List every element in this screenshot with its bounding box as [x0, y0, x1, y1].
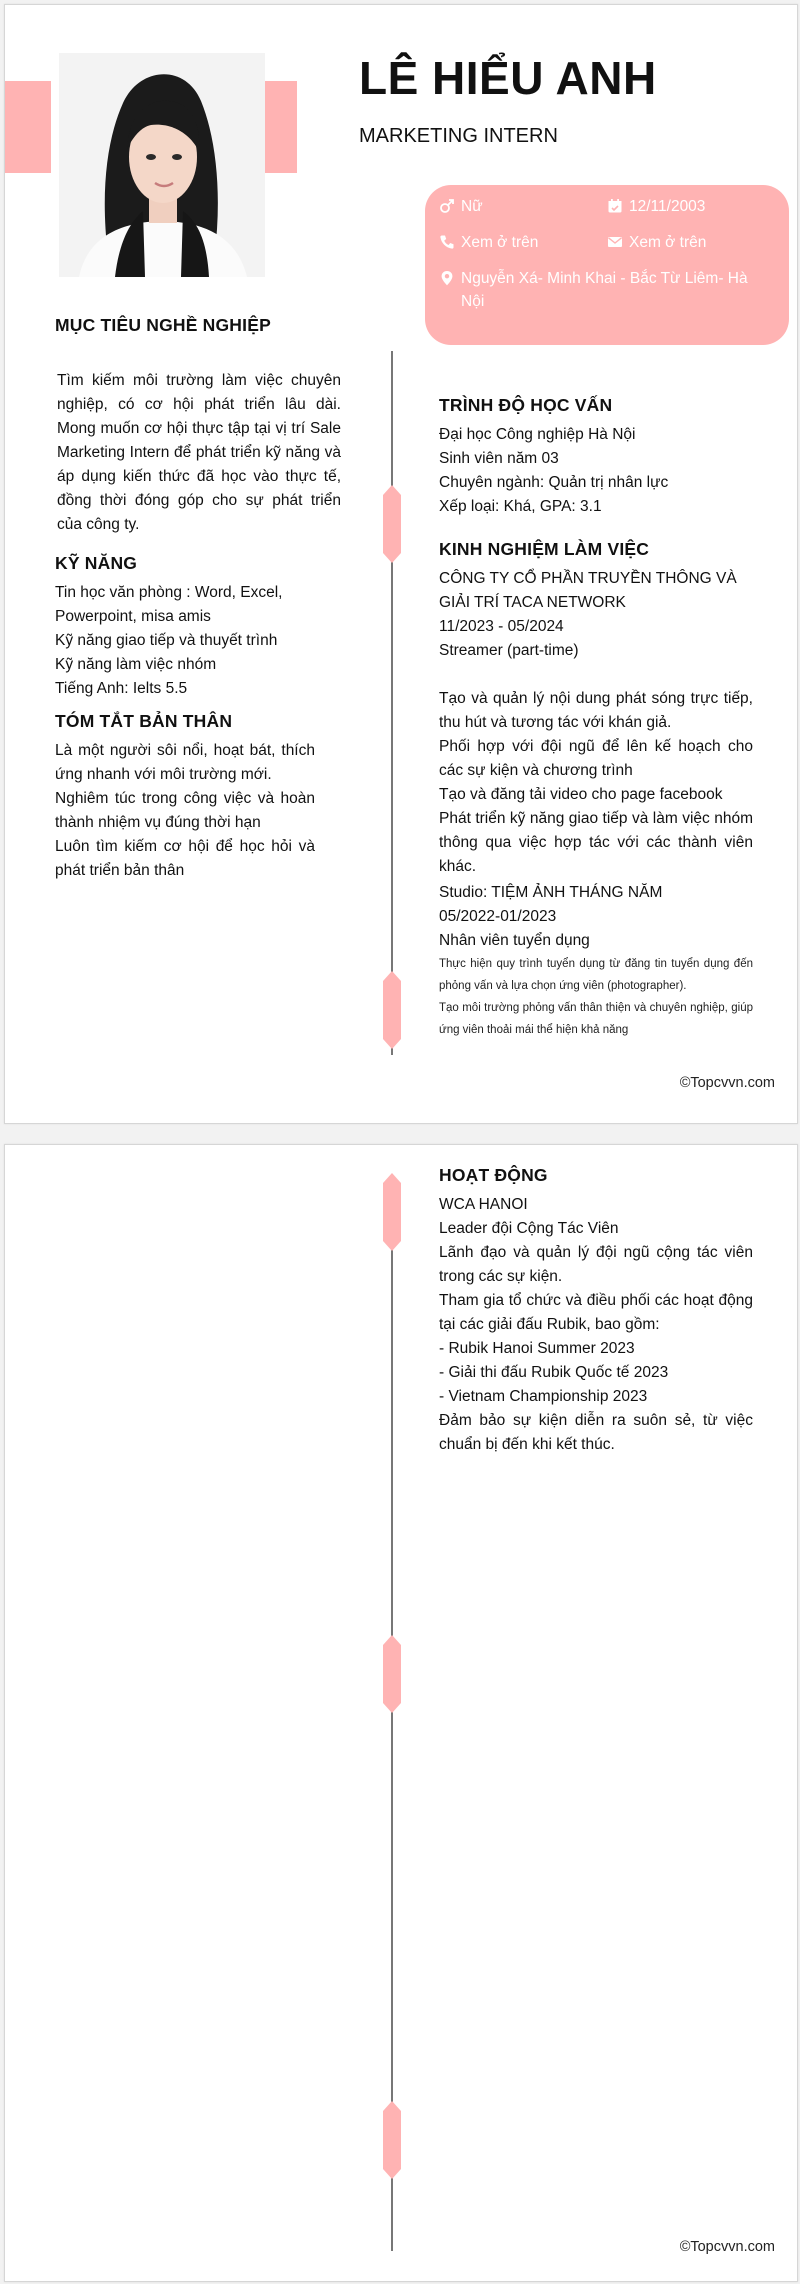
- job-company: Studio: TIỆM ẢNH THÁNG NĂM: [439, 884, 663, 901]
- activity-role: Leader đội Cộng Tác Viên: [439, 1220, 619, 1237]
- timeline-line: [391, 1175, 393, 2251]
- email-item: [607, 231, 706, 254]
- birthday-value: 12/11/2003: [629, 198, 706, 215]
- activities-heading: HOẠT ĐỘNG: [439, 1165, 548, 1185]
- education-school: Đại học Công nghiệp Hà Nội: [439, 426, 636, 443]
- activity-org: WCA HANOI: [439, 1196, 528, 1213]
- job-1: [439, 567, 757, 663]
- location-pin-icon: [439, 270, 455, 286]
- education-heading: TRÌNH ĐỘ HỌC VẤN: [439, 395, 613, 415]
- objective-heading: MỤC TIÊU NGHỀ NGHIỆP: [55, 315, 271, 335]
- activity-detail: Đảm bảo sự kiện diễn ra suôn sẻ, từ việc chuẩn bị đến khi kết thúc.: [439, 1412, 753, 1453]
- job-title: MARKETING INTERN: [359, 125, 558, 147]
- timeline-node: [382, 2101, 402, 2179]
- job-2-details: [439, 953, 753, 1041]
- birthday-item: [607, 195, 705, 218]
- profile-photo: [59, 53, 265, 277]
- timeline-line: [391, 351, 393, 1055]
- job-1-details: [439, 687, 753, 879]
- objective-text: Tìm kiếm môi trường làm việc chuyên nghiệp, có cơ hội phát triển lâu dài. Mong muốn cơ hội thực tập tại vị trí Sale Marketing Intern để phát triển kỹ năng và áp dụng kiến thức đã học vào thực tế, đồng thời đóng góp cho sự phát triển của công ty.: [57, 372, 341, 533]
- education-major: Chuyên ngành: Quản trị nhân lực: [439, 474, 669, 491]
- skill-item: Kỹ năng giao tiếp và thuyết trình: [55, 632, 278, 649]
- phone-value: Xem ở trên: [461, 234, 539, 251]
- activity-detail: - Rubik Hanoi Summer 2023: [439, 1340, 635, 1357]
- gender-icon: [439, 198, 455, 214]
- skill-item: Tiếng Anh: Ielts 5.5: [55, 680, 188, 697]
- education-grade: Xếp loại: Khá, GPA: 3.1: [439, 498, 602, 515]
- timeline-node: [382, 971, 402, 1049]
- timeline-node: [382, 485, 402, 563]
- address-value: Nguyễn Xá- Minh Khai - Bắc Từ Liêm- Hà Nội: [461, 270, 748, 310]
- address-item: [439, 267, 769, 313]
- activity-detail: Lãnh đạo và quản lý đội ngũ cộng tác viên trong các sự kiện.: [439, 1244, 753, 1285]
- job-role: Nhân viên tuyển dụng: [439, 932, 590, 949]
- summary-item: Luôn tìm kiếm cơ hội để học hỏi và phát triển bản thân: [55, 838, 315, 879]
- job-detail: Tạo và quản lý nội dung phát sóng trực tiếp, thu hút và tương tác với khán giả.: [439, 690, 753, 731]
- job-detail: Phối hợp với đội ngũ để lên kế hoạch cho các sự kiện và chương trình: [439, 738, 753, 779]
- resume-page-1: [4, 4, 798, 1124]
- job-period: 05/2022-01/2023: [439, 908, 557, 925]
- activity-header: [439, 1193, 757, 1241]
- job-detail: Phát triển kỹ năng giao tiếp và làm việc nhóm thông qua việc hợp tác với các thành viên khác.: [439, 810, 753, 875]
- contact-info-box: [425, 185, 789, 345]
- resume-page-2: [4, 1144, 798, 2282]
- email-value: Xem ở trên: [629, 234, 707, 251]
- phone-item: [439, 231, 538, 254]
- experience-heading: KINH NGHIỆM LÀM VIỆC: [439, 539, 650, 559]
- gender-value: Nữ: [461, 198, 483, 215]
- job-detail: Thực hiện quy trình tuyển dụng từ đăng tin tuyển dụng đến phỏng vấn và lựa chọn ứng viên (photographer).: [439, 958, 753, 992]
- timeline-node: [382, 1173, 402, 1251]
- job-detail: Tạo môi trường phỏng vấn thân thiện và chuyên nghiệp, giúp ứng viên thoải mái thể hiện khả năng: [439, 1002, 753, 1036]
- phone-icon: [439, 234, 455, 250]
- summary-item: Nghiêm túc trong công việc và hoàn thành nhiệm vụ đúng thời hạn: [55, 790, 315, 831]
- education-details: [439, 423, 757, 519]
- decor-block-left: [5, 81, 51, 173]
- timeline-node: [382, 1635, 402, 1713]
- skills-list: [55, 581, 315, 701]
- skill-item: Kỹ năng làm việc nhóm: [55, 656, 217, 673]
- activity-detail: - Vietnam Championship 2023: [439, 1388, 648, 1405]
- job-company: CÔNG TY CỔ PHẦN TRUYỀN THÔNG VÀ GIẢI TRÍ TACA NETWORK: [439, 570, 737, 611]
- activity-details: [439, 1241, 753, 1457]
- summary-heading: TÓM TẮT BẢN THÂN: [55, 711, 233, 731]
- activity-detail: - Giải thi đấu Rubik Quốc tế 2023: [439, 1364, 669, 1381]
- job-2: [439, 881, 757, 953]
- skill-item: Tin học văn phòng : Word, Excel, Powerpoint, misa amis: [55, 584, 283, 625]
- job-role: Streamer (part-time): [439, 642, 579, 659]
- activity-detail: Tham gia tổ chức và điều phối các hoạt động tại các giải đấu Rubik, bao gồm:: [439, 1292, 753, 1333]
- education-year: Sinh viên năm 03: [439, 450, 559, 467]
- job-period: 11/2023 - 05/2024: [439, 618, 564, 635]
- summary-list: [55, 739, 315, 883]
- calendar-icon: [607, 198, 623, 214]
- full-name: LÊ HIỂU ANH: [359, 52, 657, 104]
- summary-item: Là một người sôi nổi, hoạt bát, thích ứng nhanh với môi trường mới.: [55, 742, 315, 783]
- envelope-icon: [607, 234, 623, 250]
- footer-watermark: ©Topcvvn.com: [679, 2239, 775, 2255]
- skills-heading: KỸ NĂNG: [55, 553, 138, 573]
- gender-item: [439, 195, 483, 218]
- footer-watermark: ©Topcvvn.com: [679, 1075, 775, 1091]
- job-detail: Tạo và đăng tải video cho page facebook: [439, 786, 723, 803]
